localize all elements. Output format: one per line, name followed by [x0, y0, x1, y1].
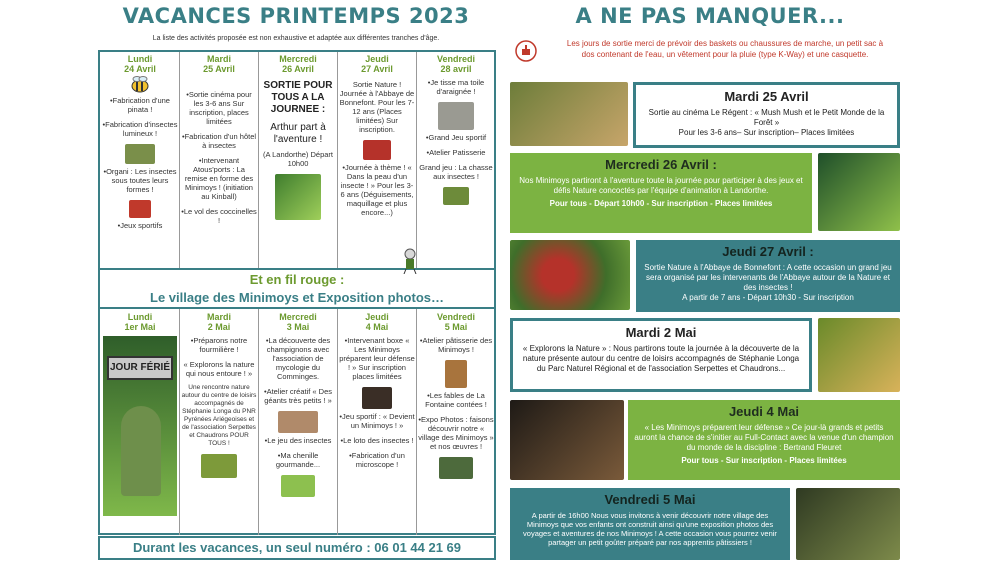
- boxing-photo: [362, 387, 392, 409]
- event-mardi-25: [633, 82, 900, 148]
- event-text: « Les Minimoys préparent leur défense » Ce jour-là grands et petits auront la chance de s'initier au Full-Contact avec la venue d'un champion du monde de la discipline : Bertrand Fleuret: [634, 423, 894, 452]
- day-header: Vendredi 28 avril: [436, 54, 475, 74]
- event-date: Mardi 25 Avril: [724, 89, 809, 104]
- minimoys-group-photo: [818, 318, 900, 392]
- holiday-label: JOUR FÉRIÉ: [109, 362, 170, 373]
- activity-text: •Les fables de La Fontaine contées !: [425, 391, 487, 409]
- activity-text: •Atelier créatif « Des géants très petits ! »: [263, 387, 333, 405]
- activity-text: •Jeux sportifs: [117, 221, 163, 230]
- activity-text: •Préparons notre fourmilière !: [190, 336, 248, 354]
- activity-text: (A Landorthe) Départ 10h00: [262, 150, 334, 168]
- event-date: Mercredi 26 Avril :: [605, 157, 717, 172]
- event-details: Pour tous - Départ 10h00 - Sur inscription - Places limitées: [549, 199, 773, 208]
- arthur-photo: [275, 174, 321, 220]
- event-text: « Explorons la Nature » : Nous partirons toute la journée à la découverte de la nature présente autour du centre de loisirs accompagnés de Stéphanie Longa du Parc Naturel Régional et de l'association Serpettes et Chaudrons...: [522, 344, 800, 373]
- day-wednesday-3: [260, 312, 336, 532]
- hand-pointing-icon: [515, 40, 537, 62]
- day-monday-1: [102, 312, 178, 532]
- activity-text: •Expo Photos : faisons découvrir notre « village des Minimoys » et nos œuvres !: [418, 415, 494, 451]
- right-title: A NE PAS MANQUER...: [575, 4, 845, 28]
- day-header: Jeudi 27 Avril: [361, 54, 393, 74]
- event-mardi-2: [510, 318, 812, 392]
- outing-subtitle: Arthur part à l'aventure !: [270, 122, 326, 145]
- day-thursday-27: [339, 54, 415, 266]
- event-jeudi-4: [628, 400, 900, 480]
- activity-text: •Intervenant Atous'ports : La remise en forme des Minimoys ! (initiation au Kinball): [184, 156, 254, 201]
- event-date: Jeudi 27 Avril :: [722, 244, 814, 259]
- event-text: Nos Minimoys partiront à l'aventure toute la journée pour participer à des jeux et défis Nature concoctés par l'équipe d'animation à Landorthe.: [519, 176, 803, 195]
- day-header: Vendredi 5 Mai: [436, 312, 475, 332]
- event-jeudi-27: [636, 240, 900, 312]
- arthur-photo: [818, 153, 900, 231]
- day-tuesday-25: [181, 54, 257, 266]
- activity-text: •Le jeu des insectes: [264, 436, 332, 445]
- village-photo: [796, 488, 900, 560]
- day-header: Mardi 2 Mai: [206, 312, 231, 332]
- activity-text: Grand jeu : La chasse aux insectes !: [419, 163, 493, 181]
- activity-text: •Fabrication d'un microscope !: [349, 451, 405, 469]
- day-header: Lundi 24 Avril: [124, 54, 156, 74]
- activity-text: •Je tisse ma toile d'araignée !: [427, 78, 485, 96]
- day-header: Mercredi 26 Avril: [279, 54, 317, 74]
- intro-note: Les jours de sortie merci de prévoir des baskets ou chaussures de marche, un petit sac à dos contenant de l'eau, un vêtement pour la pluie (type K-Way) et une casquette.: [566, 39, 884, 59]
- event-mercredi-26: [510, 153, 812, 233]
- day-header: Lundi 1er Mai: [124, 312, 156, 332]
- fil-rouge-title: Et en fil rouge :: [249, 272, 345, 287]
- holiday-panel: [103, 336, 177, 516]
- activity-text: •Fabrication d'une pinata !: [110, 96, 170, 114]
- day-thursday-4: [339, 312, 415, 532]
- event-text: Sortie au cinéma Le Régent : « Mush Mush et le Petit Monde de la Forêt »: [648, 108, 885, 127]
- event-details: Pour tous - Sur inscription - Places limitées: [681, 456, 847, 465]
- activity-text: •Fabrication d'insectes lumineux !: [102, 120, 178, 138]
- ladybug-photo: [510, 240, 630, 310]
- insects-photo: [443, 187, 469, 205]
- day-friday-5: [418, 312, 494, 532]
- activity-text: •Journée à thème ! « Dans la peau d'un insecte ! » Pour les 3-6 ans (Déguisements, maquillage et plus encore...): [340, 163, 414, 217]
- event-details: A partir de 7 ans - Départ 10h30 - Sur inscription: [682, 293, 854, 302]
- pastry-photo: [445, 360, 467, 388]
- day-friday-28: [418, 54, 494, 266]
- minimoy-photo: [121, 406, 161, 496]
- activity-text: •Atelier pâtisserie des Minimoys !: [419, 336, 493, 354]
- day-tuesday-2: [181, 312, 257, 532]
- activity-text: •Grand Jeu sportif: [425, 133, 487, 142]
- activity-text: •Sortie cinéma pour les 3-6 ans Sur inscription, places limitées: [186, 90, 252, 126]
- left-title: VACANCES PRINTEMPS 2023: [122, 4, 470, 28]
- activity-planning: [98, 50, 496, 535]
- ladybug-photo: [363, 140, 391, 160]
- insect-photo: [125, 144, 155, 164]
- event-text: Sortie Nature à l'Abbaye de Bonnefont : A cette occasion un grand jeu sera organisé par les intervenants de l'Abbaye autour de la Nature et des insectes !: [644, 263, 892, 292]
- day-header: Mardi 25 Avril: [203, 54, 235, 74]
- day-header: Jeudi 4 Mai: [365, 312, 389, 332]
- minimoy-figure-icon: [400, 248, 420, 274]
- event-date: Vendredi 5 Mai: [604, 492, 696, 507]
- phone-banner: Durant les vacances, un seul numéro : 06 01 44 21 69: [98, 536, 496, 560]
- activity-text: •Le loto des insectes !: [340, 436, 414, 445]
- activity-text: •Le vol des coccinelles !: [181, 207, 257, 225]
- day-wednesday-26: [260, 54, 336, 266]
- event-text: A partir de 16h00 Nous vous invitons à venir découvrir notre village des Minimoys que vos enfants ont construit ainsi qu'une exposition photos des voyages et aventures de nos Minimoys ! A cette occasion vous pourrez venir partager un petit goûter préparé par nos apprentis pâtissiers !: [523, 511, 777, 547]
- event-date: Jeudi 4 Mai: [728, 404, 800, 419]
- activity-text: •Ma chenille gourmande...: [275, 451, 321, 469]
- mushroom-cinema-photo: [510, 82, 628, 146]
- holiday-sign: [107, 356, 173, 380]
- activity-text: « Explorons la nature qui nous entoure ! »: [183, 360, 255, 378]
- activity-text: •Organi : Les insectes sous toutes leurs formes !: [103, 167, 177, 194]
- activity-text: •Jeu sportif : « Devient un Minimoys ! »: [339, 412, 415, 430]
- pinata-photo: [129, 200, 151, 218]
- outing-title: SORTIE POUR TOUS A LA JOURNEE :: [263, 80, 333, 115]
- day-monday-24: [102, 54, 178, 266]
- activity-text: •Atelier Patisserie: [426, 148, 486, 157]
- activity-text: Sortie Nature ! Journée à l'Abbaye de Bonnefont. Pour les 7-12 ans (Places limitées) Sur inscription.: [339, 80, 415, 134]
- boxing-photo: [510, 400, 624, 480]
- event-details: Pour les 3-6 ans– Sur inscription– Places limitées: [678, 128, 855, 137]
- event-date: Mardi 2 Mai: [625, 325, 697, 340]
- day-header: Mercredi 3 Mai: [279, 312, 317, 332]
- caterpillar-photo: [281, 475, 315, 497]
- village-photo: [439, 457, 473, 479]
- garden-photo: [201, 454, 237, 478]
- spider-photo: [438, 102, 474, 130]
- subtitle: La liste des activités proposée est non exhaustive et adaptée aux différentes tranches d'âge.: [152, 35, 440, 42]
- activity-text: •La découverte des champignons avec l'association de mycologie du Comminges.: [265, 336, 331, 381]
- event-vendredi-5: [510, 488, 790, 560]
- bee-icon: [129, 76, 151, 94]
- activity-text: Une rencontre nature autour du centre de loisirs accompagnés de Stéphanie Longa du PNR Pyrénées Ariégeoises et de l'association Serpettes et Chaudrons POUR TOUS !: [181, 384, 257, 447]
- activity-text: •Intervenant boxe « Les Minimoys préparent leur défense ! » Sur inscription places limitées: [339, 336, 415, 381]
- giants-photo: [278, 411, 318, 433]
- activity-text: •Fabrication d'un hôtel à insectes: [181, 132, 257, 150]
- fil-rouge-subtitle: Le village des Minimoys et Exposition photos…: [150, 290, 444, 305]
